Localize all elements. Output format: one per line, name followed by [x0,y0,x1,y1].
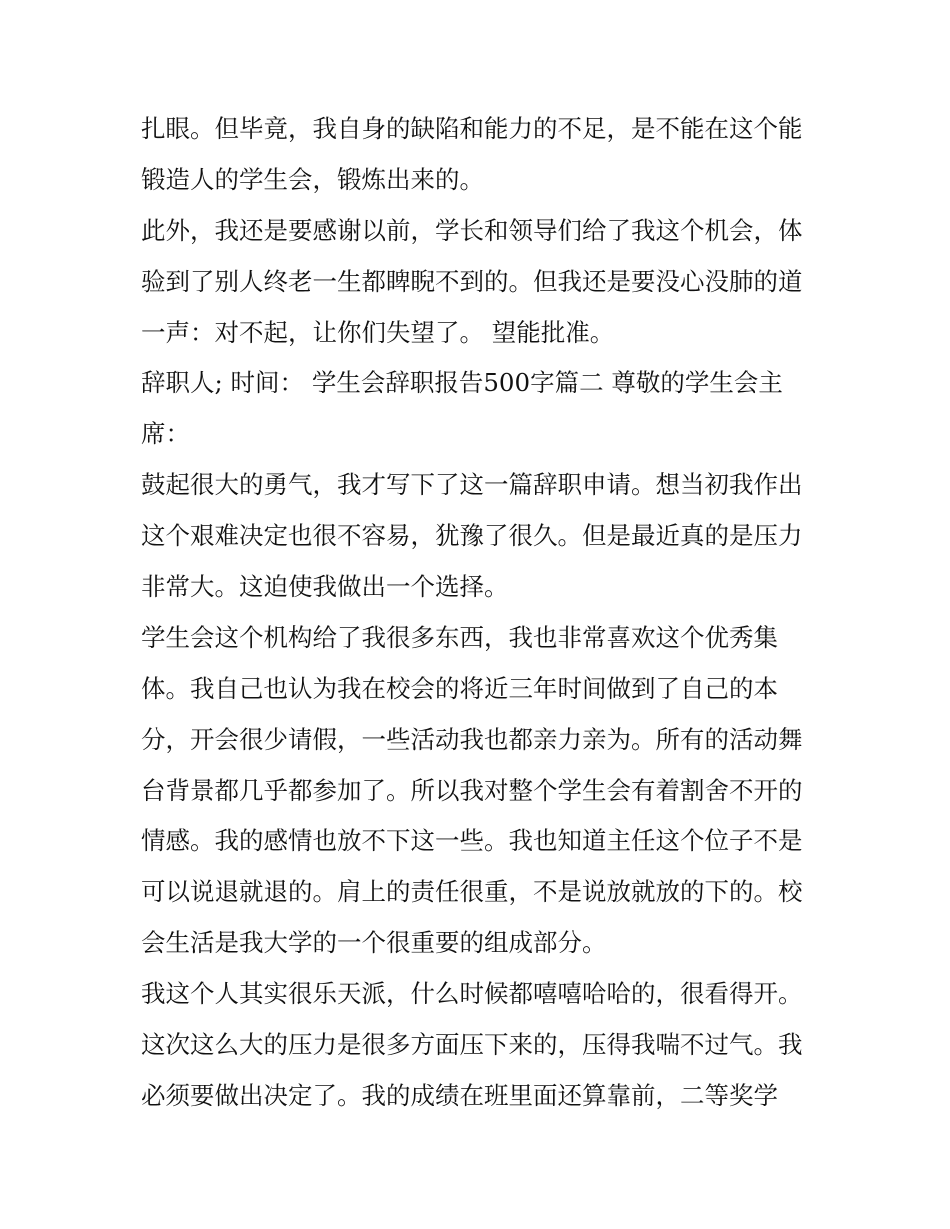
text-line: 可以说退就退的。肩上的责任很重，不是说放就放的下的。校 [141,877,803,907]
text-line: 学生会这个机构给了我很多东西，我也非常喜欢这个优秀集 [141,622,778,652]
text-line: 这个艰难决定也很不容易，犹豫了很久。但是最近真的是压力 [141,521,803,551]
text-line: 情感。我的感情也放不下这一些。我也知道主任这个位子不是 [141,826,803,856]
text-line: 会生活是我大学的一个很重要的组成部分。 [141,928,607,958]
body-text [141,104,821,1122]
text-line: 我这个人其实很乐天派，什么时候都嘻嘻哈哈的，很看得开。 [141,979,803,1009]
text-line: 非常大。这迫使我做出一个选择。 [141,572,509,602]
text-line: 扎眼。但毕竟，我自身的缺陷和能力的不足，是不能在这个能 [141,114,803,143]
text-line: 验到了别人终老一生都睥睨不到的。但我还是要没心没肺的道 [141,266,803,296]
text-line: 席： [141,419,190,449]
text-line: 一声：对不起，让你们失望了。 望能批准。 [141,317,615,347]
text-line: 此外，我还是要感谢以前，学长和领导们给了我这个机会，体 [141,215,803,245]
text-line: 锻造人的学生会，锻炼出来的。 [141,164,484,194]
text-line: 这次这么大的压力是很多方面压下来的，压得我喘不过气。我 [141,1030,803,1060]
text-line: 分，开会很少请假，一些活动我也都亲力亲为。所有的活动舞 [141,724,803,754]
text-line: 辞职人; 时间： 学生会辞职报告500字篇二 尊敬的学生会主 [141,368,783,398]
text-line: 鼓起很大的勇气，我才写下了这一篇辞职申请。想当初我作出 [141,470,803,500]
text-line: 体。我自己也认为我在校会的将近三年时间做到了自己的本 [141,673,778,703]
text-line: 必须要做出决定了。我的成绩在班里面还算靠前，二等奖学 [141,1080,778,1110]
text-line: 台背景都几乎都参加了。所以我对整个学生会有着割舍不开的 [141,775,803,805]
